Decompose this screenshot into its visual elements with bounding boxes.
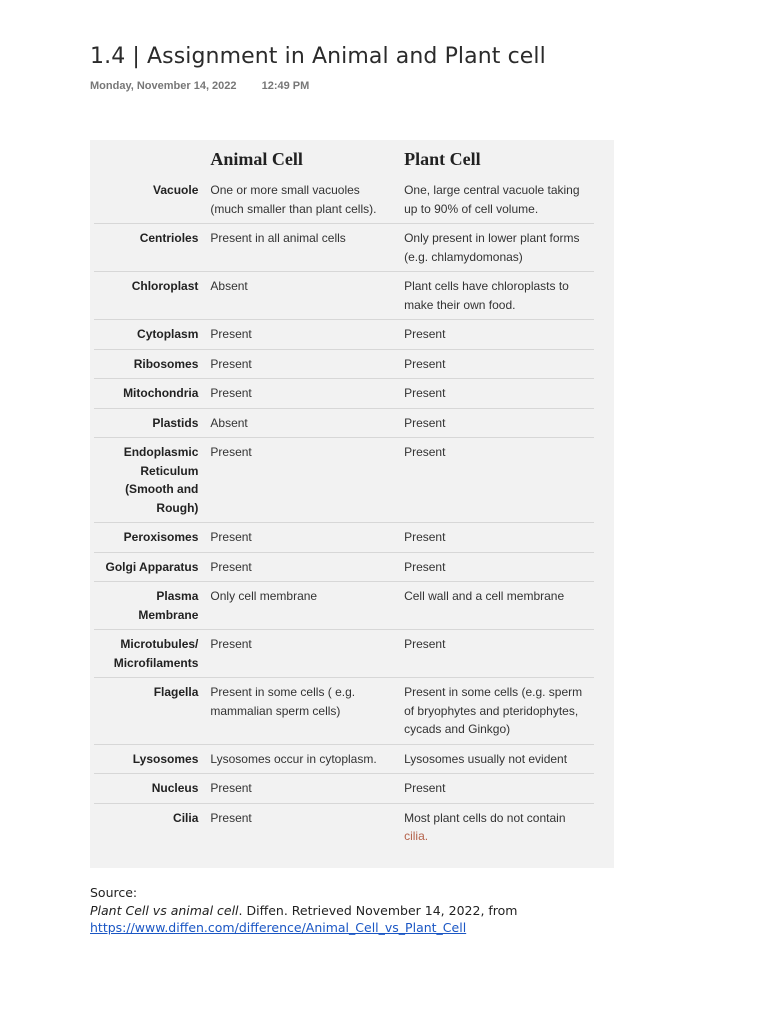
animal-cell-value: Present: [204, 379, 398, 409]
page-time: 12:49 PM: [261, 80, 310, 92]
row-label: Nucleus: [94, 774, 204, 804]
source-url-link[interactable]: https://www.diffen.com/difference/Animal_Cell_vs_Plant_Cell: [90, 920, 467, 935]
row-label: Golgi Apparatus: [94, 552, 204, 582]
table-row: [94, 582, 594, 630]
source-citation: [90, 884, 517, 937]
plant-cell-value: Present: [398, 438, 594, 523]
row-label: Mitochondria: [94, 379, 204, 409]
row-label: Lysosomes: [94, 744, 204, 774]
source-reference: [90, 902, 517, 920]
animal-cell-value: Lysosomes occur in cytoplasm.: [204, 744, 398, 774]
plant-cell-value: Present: [398, 774, 594, 804]
page-date: Monday, November 14, 2022: [90, 80, 237, 92]
plant-cell-value: Lysosomes usually not evident: [398, 744, 594, 774]
table-row: [94, 224, 594, 272]
header-corner: [94, 140, 204, 176]
row-label: Plasma Membrane: [94, 582, 204, 630]
animal-cell-value: Present in some cells ( e.g. mammalian sperm cells): [204, 678, 398, 745]
animal-cell-value: Present: [204, 320, 398, 350]
source-label: Source:: [90, 885, 138, 900]
row-label: Ribosomes: [94, 349, 204, 379]
plant-cell-value: One, large central vacuole taking up to 90% of cell volume.: [398, 176, 594, 224]
plant-cell-value: Present: [398, 408, 594, 438]
plant-cell-value: Plant cells have chloroplasts to make their own food.: [398, 272, 594, 320]
source-title: Plant Cell vs animal cell: [90, 902, 239, 918]
page-meta: [90, 80, 309, 92]
table-row: [94, 272, 594, 320]
row-label: Centrioles: [94, 224, 204, 272]
animal-cell-value: Absent: [204, 272, 398, 320]
row-label: Microtubules/ Microfilaments: [94, 630, 204, 678]
table-row: [94, 803, 594, 851]
row-label: Endoplasmic Reticulum (Smooth and Rough): [94, 438, 204, 523]
plant-cell-value: Present: [398, 552, 594, 582]
table-header-row: [94, 140, 594, 176]
page-title: 1.4 | Assignment in Animal and Plant cell: [90, 44, 546, 69]
plant-cell-value: Present in some cells (e.g. sperm of bryophytes and pteridophytes, cycads and Ginkgo): [398, 678, 594, 745]
animal-cell-value: Present: [204, 774, 398, 804]
animal-cell-value: Present: [204, 438, 398, 523]
table-row: [94, 552, 594, 582]
row-label: Cytoplasm: [94, 320, 204, 350]
animal-cell-value: One or more small vacuoles (much smaller than plant cells).: [204, 176, 398, 224]
table-row: [94, 523, 594, 553]
header-plant-cell: Plant Cell: [404, 148, 481, 169]
source-citation-text: . Diffen. Retrieved November 14, 2022, from: [238, 902, 518, 918]
plant-cell-value: Cell wall and a cell membrane: [398, 582, 594, 630]
plant-cell-value: Present: [398, 523, 594, 553]
row-label: Cilia: [173, 810, 199, 825]
header-animal-cell: Animal Cell: [210, 148, 303, 169]
plant-cell-value: Present: [398, 630, 594, 678]
animal-cell-value: Present: [204, 552, 398, 582]
table-row: [94, 438, 594, 523]
plant-cell-value: Present: [398, 349, 594, 379]
animal-cell-value: Present: [204, 523, 398, 553]
plant-cell-text: Most plant cells do not contain: [404, 810, 566, 825]
comparison-table: [94, 140, 594, 851]
row-label: Plastids: [94, 408, 204, 438]
animal-cell-value: Present: [204, 630, 398, 678]
table-row: [94, 379, 594, 409]
row-label: Peroxisomes: [94, 523, 204, 553]
row-label: Flagella: [94, 678, 204, 745]
table-row: [94, 774, 594, 804]
animal-cell-value: Present: [204, 349, 398, 379]
table-row: [94, 744, 594, 774]
plant-cell-value: Only present in lower plant forms (e.g. chlamydomonas): [398, 224, 594, 272]
row-label: Chloroplast: [94, 272, 204, 320]
table-row: [94, 630, 594, 678]
cilia-link[interactable]: cilia.: [404, 829, 429, 843]
table-row: [94, 320, 594, 350]
comparison-table-image: [90, 140, 614, 868]
plant-cell-value: [398, 803, 594, 851]
table-row: [94, 678, 594, 745]
animal-cell-value: Only cell membrane: [204, 582, 398, 630]
animal-cell-value: Present in all animal cells: [204, 224, 398, 272]
plant-cell-value: Present: [398, 379, 594, 409]
table-row: [94, 349, 594, 379]
row-label: Vacuole: [94, 176, 204, 224]
animal-cell-value: Absent: [204, 408, 398, 438]
table-row: [94, 176, 594, 224]
table-row: [94, 408, 594, 438]
animal-cell-value: Present: [210, 810, 252, 825]
plant-cell-value: Present: [398, 320, 594, 350]
